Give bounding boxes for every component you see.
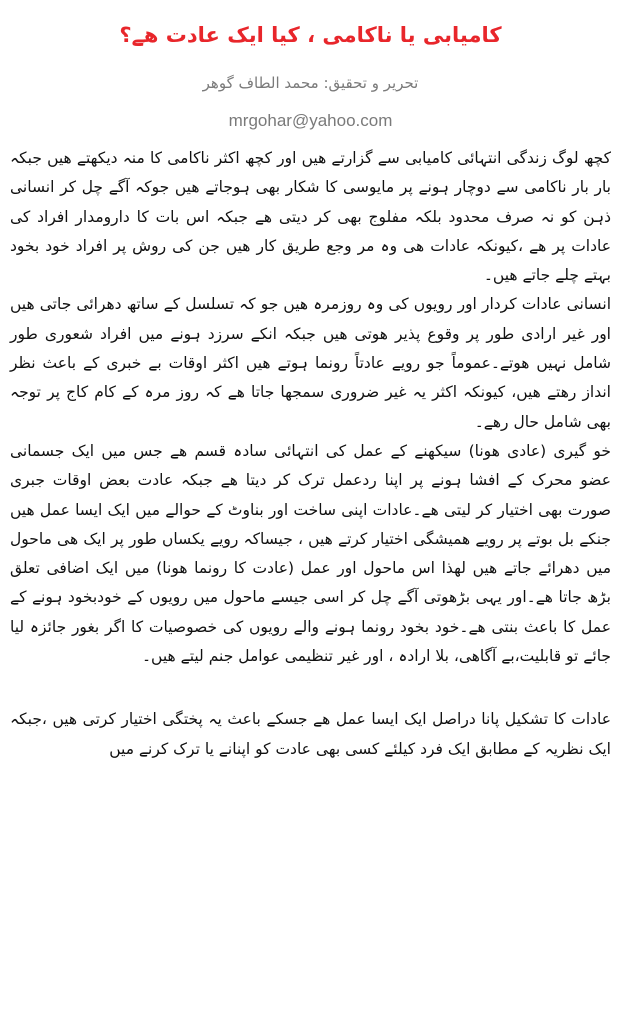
author-email: mrgohar@yahoo.com	[228, 111, 393, 130]
article-body	[10, 144, 611, 764]
paragraph-1: کچھ لوگ زندگی انتہائی کامیابی سے گزارتے ھیں اور کچھ اکثر ناکامی کا منہ دیکھتے ھیں جبکہ بار بار ناکامی سے دوچار ہونے پر مایوسی کا شکار بھی ہوجاتے ھیں جوکہ آگے چل کر انسانی ذہن کو نہ صرف محدود بلکہ مفلوج بھی کر دیتی ھے جبکہ اس بات کا دارومدار افراد کی عادات پر ھے ،کیونکہ عادات ھی وہ مر وجع طریق کار ھیں جن کی روش پر افراد خود بخود بہتے چلے جاتے ھیں۔	[10, 149, 611, 285]
paragraph-4: عادات کا تشکیل پانا دراصل ایک ایسا عمل ھے جسکے باعث یہ پختگی اختیار کرتی ھیں ،جبکہ ایک نظریہ کے مطابق ایک فرد کیلئے کسی بھی عادت کو اپنانے یا ترک کرنے میں	[10, 710, 611, 758]
author-byline: تحریر و تحقیق: محمد الطاف گوھر	[202, 74, 419, 92]
paragraph-2: انسانی عادات کردار اور رویوں کی وہ روزمرہ ھیں جو کہ تسلسل کے ساتھ دھرائی جاتی ھیں اور غیر ارادی طور پر وقوع پذیر ھوتی ھیں جبکہ انکے سرزد ہونے میں افراد شعوری طور شامل نہیں ھوتے۔عموماً جو رویے عادتاً رونما ہوتے ھیں اکثر اوقات بے خبری کے باعث نظر انداز رھتے ھیں، کیونکہ اکثر یہ غیر ضروری سمجھا جاتا ھے کہ روز مرہ کے کام کاج پر توجہ بھی شامل حال رھے۔	[10, 295, 611, 431]
article-title: کامیابی یا ناکامی ، کیا ایک عادت ھے؟	[119, 23, 502, 47]
paragraph-3: خو گیری (عادی ھونا) سیکھنے کے عمل کی انتہائی سادہ قسم ھے جس میں ایک جسمانی عضو محرک کے افشا ہونے پر اپنا ردعمل ترک کر دیتا ھے جبکہ عادت بعض اوقات جبری صورت بھی اختیار کر لیتی ھے۔عادات اپنی ساخت اور بناوٹ کے حوالے میں ایک ایسا عمل ھیں جنکے بل بوتے پر رویے ھمیشگی اختیار کرتے ھیں ، جیساکہ رویے یکساں طور پر ایک ھی ماحول میں دھرائے جاتے ھیں لھذا اس ماحول اور عمل (عادت کا رونما ھونا) میں ایک اضافی تعلق بڑھ جاتا ھے۔اور یہی بڑھوتی آگے چل کر اسی جیسے ماحول میں رویوں کے خودبخود ہونے کے عمل کا باعث بنتی ھے۔خود بخود رونما ہونے والے رویوں کی خصوصیات کا اگر بغور جائزہ لیا جائے تو قابلیت،بے آگاھی، بلا ارادہ ، اور غیر تنظیمی عوامل جنم لیتے ھیں۔	[10, 441, 611, 666]
